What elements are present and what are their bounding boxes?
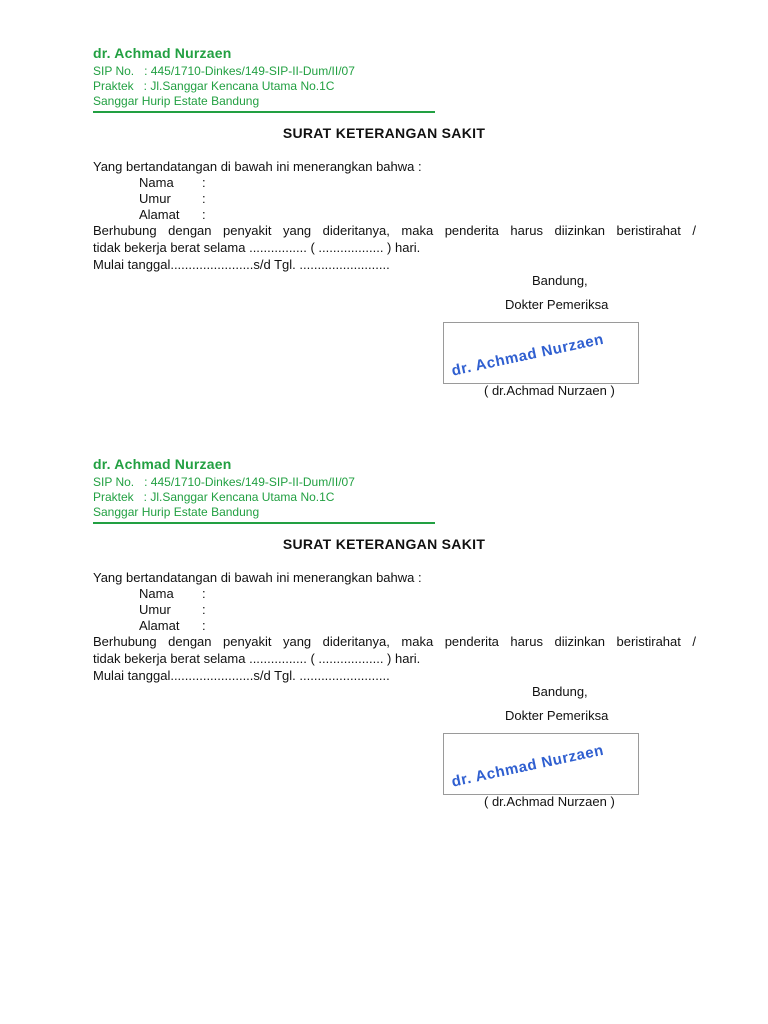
intro-text: Yang bertandatangan di bawah ini menerangkan bahwa :	[93, 570, 422, 585]
sip-number-line: SIP No. : 445/1710-Dinkes/149-SIP-II-Dum/II/07	[93, 64, 355, 78]
signatory-name: ( dr.Achmad Nurzaen )	[484, 383, 615, 398]
sip-number-line: SIP No. : 445/1710-Dinkes/149-SIP-II-Dum/II/07	[93, 475, 355, 489]
doctor-name-heading: dr. Achmad Nurzaen	[93, 45, 232, 61]
rest-statement-line-1: Berhubung dengan penyakit yang dideritanya, maka penderita harus diizinkan beristirahat /	[93, 634, 696, 649]
signature-stamp-text: dr. Achmad Nurzaen	[450, 741, 606, 791]
field-label-umur: Umur	[139, 602, 171, 617]
examining-doctor-label: Dokter Pemeriksa	[505, 297, 609, 312]
city-date-label: Bandung,	[532, 684, 588, 699]
sick-letter-form-1	[0, 0, 768, 400]
letter-title: SURAT KETERANGAN SAKIT	[282, 536, 486, 552]
estate-address-line: Sanggar Hurip Estate Bandung	[93, 505, 260, 519]
intro-text: Yang bertandatangan di bawah ini menerangkan bahwa :	[93, 159, 422, 174]
field-colon-umur: :	[202, 602, 206, 617]
date-range-line: Mulai tanggal.......................s/d Tgl. .........................	[93, 668, 390, 683]
field-label-alamat: Alamat	[139, 207, 180, 222]
field-colon-umur: :	[202, 191, 206, 206]
city-date-label: Bandung,	[532, 273, 588, 288]
rest-statement-line-1: Berhubung dengan penyakit yang dideritanya, maka penderita harus diizinkan beristirahat /	[93, 223, 696, 238]
rest-statement-line-2: tidak bekerja berat selama ................ ( .................. ) hari.	[93, 651, 421, 666]
header-divider	[93, 111, 435, 113]
practice-address-line: Praktek : Jl.Sanggar Kencana Utama No.1C	[93, 490, 335, 504]
estate-address-line: Sanggar Hurip Estate Bandung	[93, 94, 260, 108]
sick-letter-form-2	[0, 411, 768, 811]
signature-stamp-text: dr. Achmad Nurzaen	[450, 330, 606, 380]
field-label-umur: Umur	[139, 191, 171, 206]
field-label-alamat: Alamat	[139, 618, 180, 633]
date-range-line: Mulai tanggal.......................s/d Tgl. .........................	[93, 257, 390, 272]
signatory-name: ( dr.Achmad Nurzaen )	[484, 794, 615, 809]
field-colon-alamat: :	[202, 618, 206, 633]
field-colon-nama: :	[202, 175, 206, 190]
field-colon-nama: :	[202, 586, 206, 601]
field-label-nama: Nama	[139, 586, 174, 601]
field-colon-alamat: :	[202, 207, 206, 222]
examining-doctor-label: Dokter Pemeriksa	[505, 708, 609, 723]
field-label-nama: Nama	[139, 175, 174, 190]
header-divider	[93, 522, 435, 524]
signature-stamp-box	[443, 733, 639, 795]
letter-title: SURAT KETERANGAN SAKIT	[282, 125, 486, 141]
practice-address-line: Praktek : Jl.Sanggar Kencana Utama No.1C	[93, 79, 335, 93]
signature-stamp-box	[443, 322, 639, 384]
doctor-name-heading: dr. Achmad Nurzaen	[93, 456, 232, 472]
rest-statement-line-2: tidak bekerja berat selama ................ ( .................. ) hari.	[93, 240, 421, 255]
